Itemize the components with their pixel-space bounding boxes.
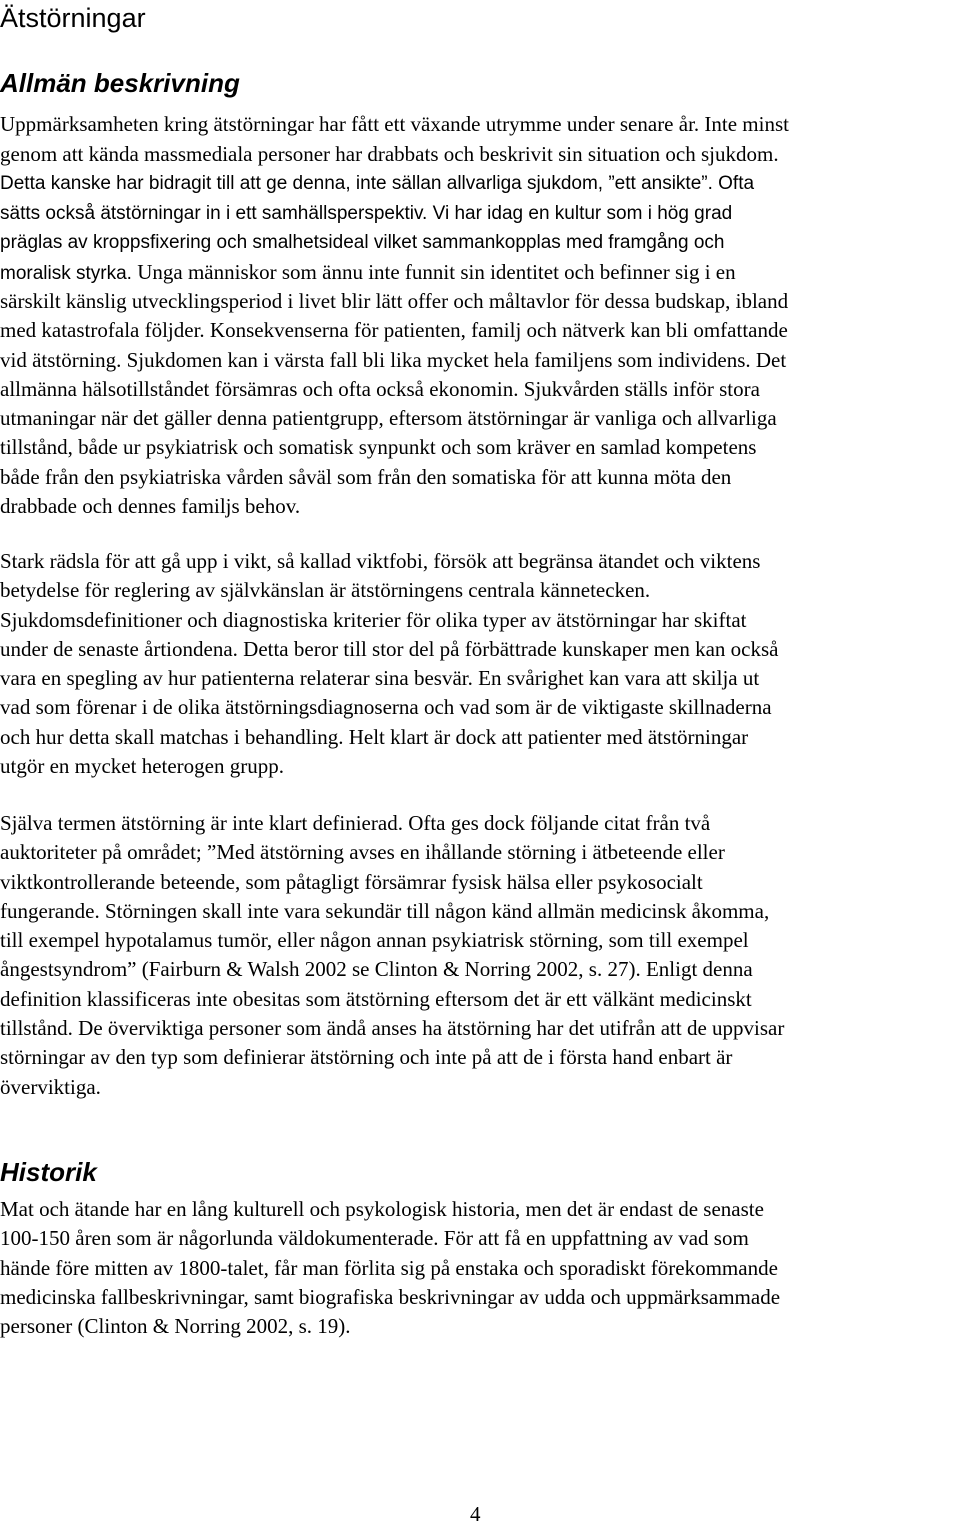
page-number: 4: [470, 1502, 481, 1526]
text-run-sans: moralisk styrka.: [0, 262, 132, 284]
text-line: hände före mitten av 1800-talet, får man förlita sig på enstaka och sporadiskt förekommande: [0, 1255, 778, 1280]
text-line: viktkontrollerande beteende, som påtagligt försämrar fysisk hälsa eller psykosocialt: [0, 869, 703, 894]
text-line: personer (Clinton & Norring 2002, s. 19).: [0, 1314, 351, 1339]
section-heading-historik: Historik: [0, 1157, 97, 1187]
text-line: och hur detta skall matchas i behandling. Helt klart är dock att patienter med ätstörningar: [0, 724, 749, 749]
text-line: allmänna hälsotillståndet försämras och ofta också ekonomin. Sjukvården ställs inför stora: [0, 376, 760, 401]
text-line: definition klassificeras inte obesitas som ätstörning eftersom det är ett välkänt medicinskt: [0, 986, 752, 1011]
text-line: präglas av kroppsfixering och smalhetsideal vilket sammankopplas med framgång och: [0, 232, 725, 253]
text-line: till exempel hypotalamus tumör, eller någon annan psykiatrisk störning, som till exempel: [0, 928, 749, 953]
text-line: Uppmärksamheten kring ätstörningar har fått ett växande utrymme under senare år. Inte minst: [0, 112, 789, 136]
text-line: drabbade och dennes familjs behov.: [0, 494, 301, 519]
page-title: Ätstörningar: [0, 3, 146, 33]
text-line: fungerande. Störningen skall inte vara sekundär till någon känd allmän medicinsk åkomma,: [0, 898, 770, 923]
text-line: vad som förenar i de olika ätstörningsdiagnoserna och vad som är de viktigaste skillnaderna: [0, 695, 772, 720]
paragraph-intro-sans: [0, 110, 960, 287]
text-line: medicinska fallbeskrivningar, samt biografiska beskrivningar av udda och uppmärksammade: [0, 1284, 781, 1309]
text-line: störningar av den typ som definierar ätstörning och inte på att de i första hand enbart är: [0, 1045, 733, 1070]
text-line: både från den psykiatriska vården såväl som från den somatiska för att kunna möta den: [0, 464, 732, 489]
text-line: Stark rädsla för att gå upp i vikt, så kallad viktfobi, försök att begränsa ätandet och viktens: [0, 549, 761, 573]
text-line: ångestsyndrom” (Fairburn & Walsh 2002 se Clinton & Norring 2002, s. 27). Enligt denna: [0, 957, 753, 982]
text-line: 100-150 åren som är någorlunda väldokumenterade. För att få en uppfattning av vad som: [0, 1226, 749, 1251]
paragraph-definition-criteria: [0, 547, 960, 781]
text-line: Mat och ätande har en lång kulturell och psykologisk historia, men det är endast de senaste: [0, 1197, 764, 1221]
text-line: vid ätstörning. Sjukdomen kan i värsta fall bli lika mycket hela familjens som individens. Det: [0, 347, 787, 372]
text-line: Detta kanske har bidragit till att ge denna, inte sällan allvarliga sjukdom, ”ett ansikte”. Ofta: [0, 173, 755, 194]
text-line: betydelse för reglering av självkänslan är ätstörningens centrala kännetecken.: [0, 578, 651, 603]
text-line: tillstånd, både ur psykiatrisk och somatisk synpunkt och som kräver en samlad kompetens: [0, 435, 757, 460]
paragraph-historik: [0, 1195, 960, 1341]
text-line: med katastrofala följder. Konsekvenserna för patienten, familj och nätverk kan bli omfattande: [0, 318, 788, 343]
text-line: sätts också ätstörningar in i ett samhällsperspektiv. Vi har idag en kultur som i hög grad: [0, 202, 733, 224]
text-line: utmaningar när det gäller denna patientgrupp, eftersom ätstörningar är vanliga och allvarliga: [0, 406, 777, 431]
text-line: [0, 258, 960, 288]
text-line: utgör en mycket heterogen grupp.: [0, 754, 284, 779]
text-line: överviktiga.: [0, 1074, 101, 1099]
text-run-serif: Unga människor som ännu inte funnit sin identitet och befinner sig i en: [131, 259, 736, 284]
text-line: särskilt känslig utvecklingsperiod i livet blir lätt offer och måltavlor för dessa budskap, ibland: [0, 289, 789, 313]
text-line: under de senaste årtiondena. Detta beror till stor del på förbättrade kunskaper men kan också: [0, 636, 779, 661]
text-line: auktoriteter på området; ”Med ätstörning avses en ihållande störning i ätbeteende eller: [0, 840, 725, 865]
section-heading-allman-beskrivning: Allmän beskrivning: [0, 68, 240, 98]
text-line: tillstånd. De överviktiga personer som ändå anses ha ätstörning har det utifrån att de uppvisar: [0, 1016, 785, 1041]
text-line: vara en spegling av hur patienterna relaterar sina besvär. En svårighet kan vara att skilja ut: [0, 666, 760, 691]
text-line: genom att kända massmediala personer har drabbats och beskrivit sin situation och sjukdom.: [0, 141, 779, 166]
text-line: Själva termen ätstörning är inte klart definierad. Ofta ges dock följande citat från två: [0, 811, 711, 835]
paragraph-intro-serif: [0, 287, 960, 521]
text-line: Sjukdomsdefinitioner och diagnostiska kriterier för olika typer av ätstörningar har skiftat: [0, 607, 747, 632]
paragraph-term-definition: [0, 809, 960, 1102]
